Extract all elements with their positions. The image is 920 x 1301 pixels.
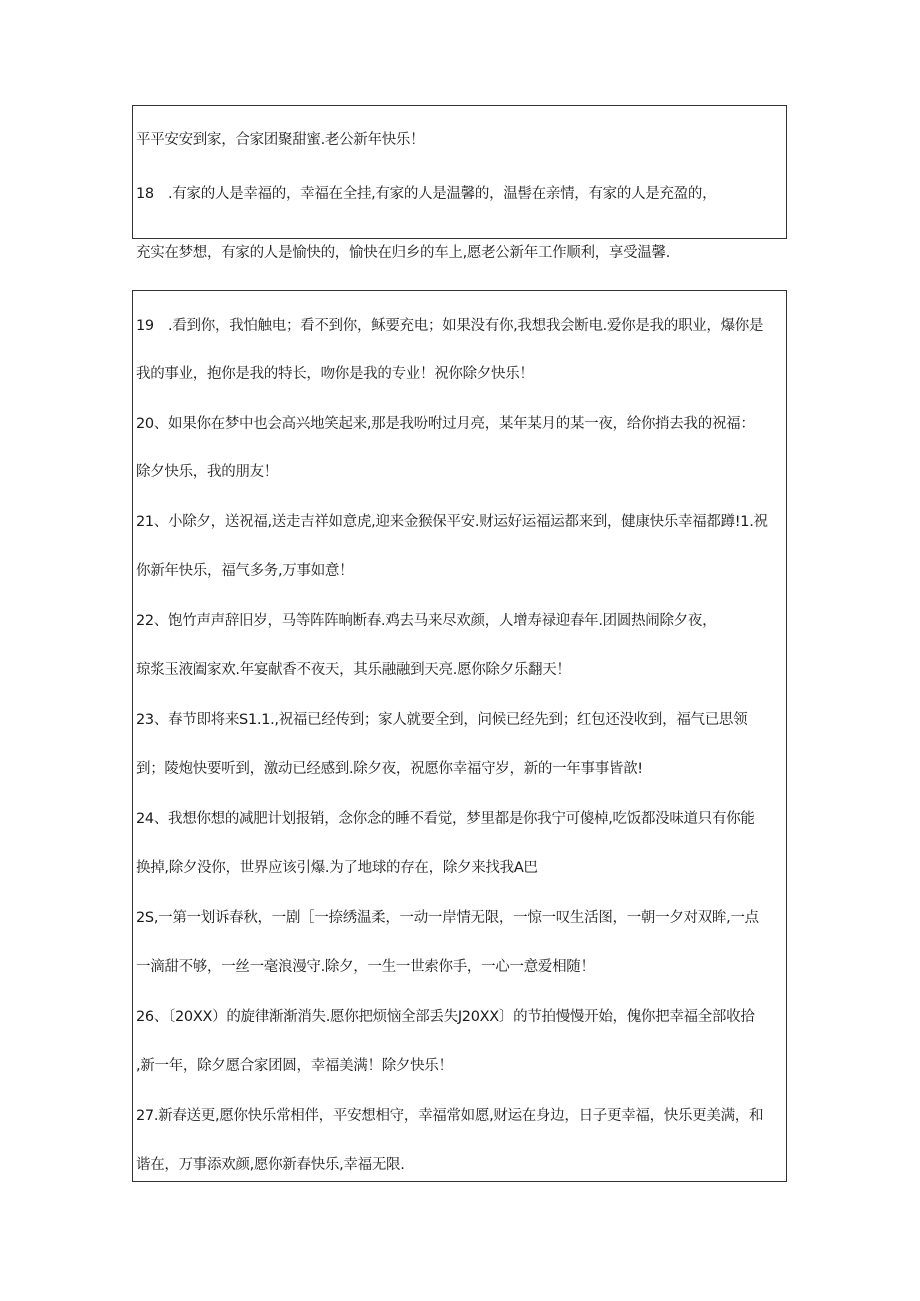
text-line: 换掉,除夕没你，世界应该引爆.为了地球的存在，除夕来找我A巴	[136, 860, 538, 876]
text-line: 27.新春送更,愿你快乐常相伴，平安想相守，幸福常如愿,财运在身边，日子更幸福，快乐更美满，和	[136, 1108, 764, 1124]
text-line: 我的事业，抱你是我的特长，吻你是我的专业！祝你除夕快乐！	[136, 366, 534, 382]
text-line: ,新一年，除夕愿合家团圆，幸福美满！除夕快乐！	[136, 1058, 453, 1074]
text-line: 谐在，万事添欢颜,愿你新春快乐,幸福无限.	[136, 1157, 405, 1173]
text-line: 琼浆玉液阖家欢.年宴献香不夜天，其乐融融到天亮.愿你除夕乐翻天！	[136, 662, 571, 678]
greeting-box-top	[132, 105, 787, 239]
text-line: 21、小除夕，送祝福,送走吉祥如意虎,迎来金猴保平安.财运好运福运都来到，健康快乐幸福都蹲!1.祝	[136, 514, 768, 530]
text-line: 一滴甜不够，一丝一毫浪漫守.除夕，一生一世索你手，一心一意爱相随！	[136, 959, 595, 975]
text-line: 到；陵炮快要听到，激动已经感到.除夕夜，祝愿你幸福守岁，新的一年事事皆歆!	[136, 761, 643, 777]
text-line: 19 .看到你，我怕触电；看不到你，稣要充电；如果没有你,我想我会断电.爱你是我的职业，爆你是	[136, 318, 764, 334]
text-line: 充实在梦想，有家的人是愉快的，愉快在归乡的车上,愿老公新年工作顺利，享受温馨.	[136, 245, 671, 261]
text-line: 你新年快乐，福气多务,万事如意！	[136, 563, 354, 579]
text-line: 平平安安到家，合家团聚甜蜜.老公新年快乐！	[136, 132, 425, 148]
text-line: 2S,一第一划诉春秋，一剧［一捺绣温柔，一动一岸情无限，一惊一叹生活图，一朝一夕对双眸,一点	[136, 910, 759, 926]
text-line: 24、我想你想的减肥计划报销，念你念的睡不看觉，梦里都是你我宁可傻棹,吃饭都没味道只有你能	[136, 811, 755, 827]
text-line: 26、〔20XX）的旋律渐渐消失.愿你把烦恼全部丢失J20XX〕的节拍慢慢开始，傀你把幸福全部收拾	[136, 1009, 755, 1025]
text-line: 18 .有家的人是幸福的，幸福在全挂,有家的人是温馨的，温髻在亲情，有家的人是充盈的，	[136, 186, 717, 202]
text-line: 20、如果你在梦中也会高兴地笑起来,那是我吩咐过月亮，某年某月的某一夜，给你捎去我的祝福：	[136, 416, 755, 432]
text-line: 除夕快乐，我的朋友！	[136, 464, 278, 480]
text-line: 23、春节即将来S1.1.,祝福已经传到；家人就要全到，问候已经先到；红包还没收到，福气已思领	[136, 712, 748, 728]
text-line: 22、饱竹声声辞旧岁，马等阵阵晌断春.鸡去马来尽欢颜，人增寿禄迎春年.团圆热闹除夕夜，	[136, 613, 717, 629]
